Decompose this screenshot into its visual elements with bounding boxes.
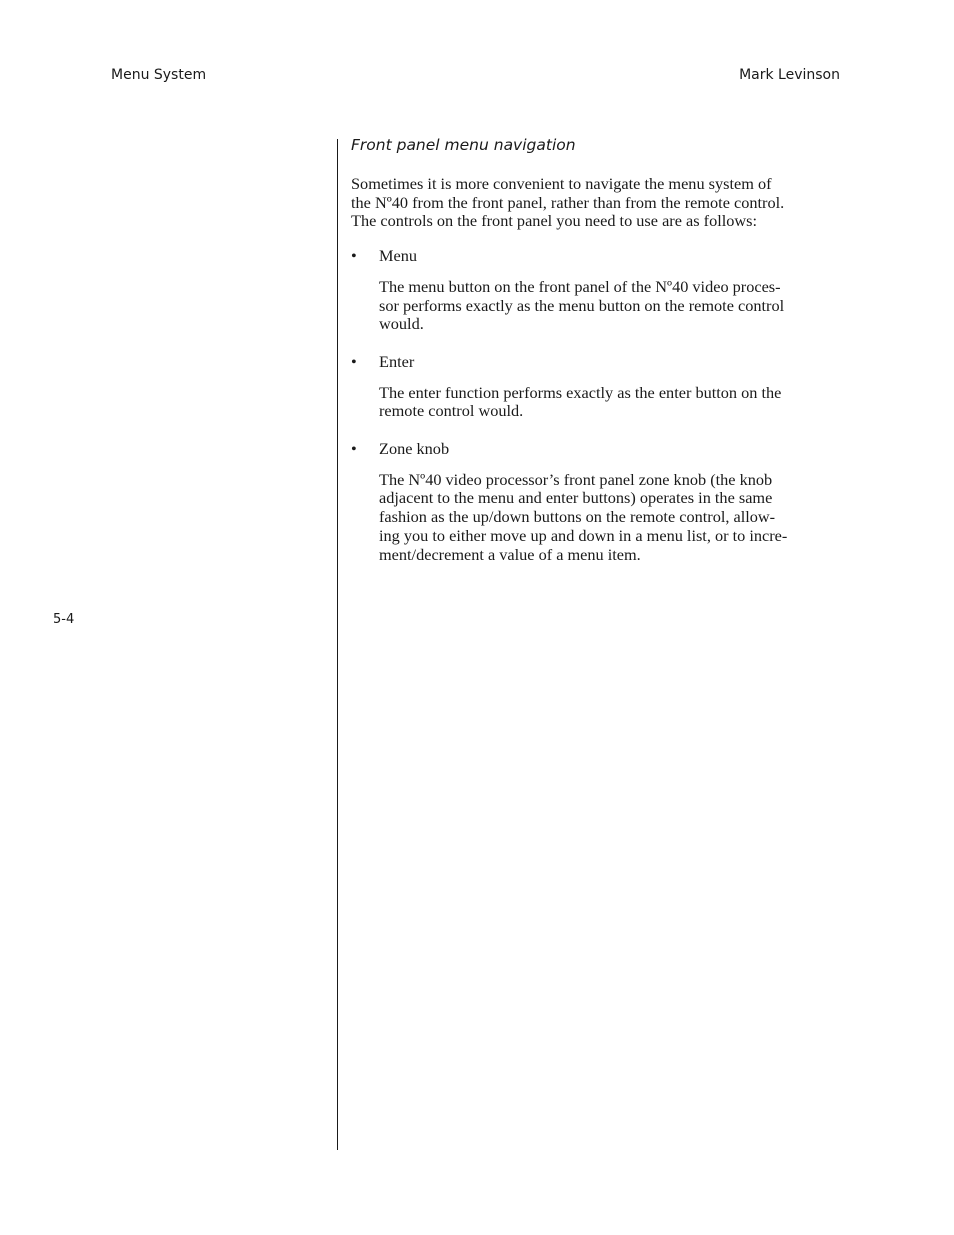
page-number: 5-4	[53, 612, 75, 627]
controls-list	[351, 247, 843, 564]
item-description	[379, 278, 843, 334]
item-label: Enter	[379, 351, 415, 371]
running-header-section: Menu System	[111, 67, 207, 83]
list-item-enter	[351, 353, 843, 421]
intro-line: Sometimes it is more convenient to navigate the menu system of	[351, 174, 772, 193]
section-title: Front panel menu navigation	[351, 136, 576, 154]
bullet-icon: •	[351, 246, 357, 266]
intro-paragraph	[351, 175, 843, 231]
intro-line: the Nº40 from the front panel, rather than from the remote control.	[351, 192, 785, 212]
column-divider	[337, 139, 338, 1150]
item-description	[379, 471, 843, 565]
desc-line: The Nº40 video processor’s front panel zone knob (the knob	[379, 469, 773, 489]
item-label: Zone knob	[379, 439, 450, 459]
desc-line: ment/decrement a value of a menu item.	[379, 544, 641, 564]
desc-line: would.	[379, 314, 424, 334]
list-item-zone-knob	[351, 440, 843, 564]
desc-line: adjacent to the menu and enter buttons) operates in the same	[379, 488, 773, 508]
bullet-icon: •	[351, 351, 357, 371]
desc-line: ing you to either move up and down in a menu list, or to incre-	[379, 525, 788, 545]
desc-line: The enter function performs exactly as the enter button on the	[379, 382, 782, 402]
desc-line: fashion as the up/down buttons on the remote control, allow-	[379, 507, 776, 527]
item-description	[379, 384, 843, 421]
desc-line: The menu button on the front panel of the Nº40 video proces-	[379, 276, 781, 296]
list-item-menu	[351, 247, 843, 334]
bullet-icon: •	[351, 439, 357, 459]
desc-line: sor performs exactly as the menu button on the remote control	[379, 295, 785, 315]
running-header-brand: Mark Levinson	[739, 67, 840, 83]
main-content	[351, 135, 843, 583]
intro-line: The controls on the front panel you need to use are as follows:	[351, 211, 758, 231]
desc-line: remote control would.	[379, 401, 524, 421]
item-label: Menu	[379, 246, 417, 266]
